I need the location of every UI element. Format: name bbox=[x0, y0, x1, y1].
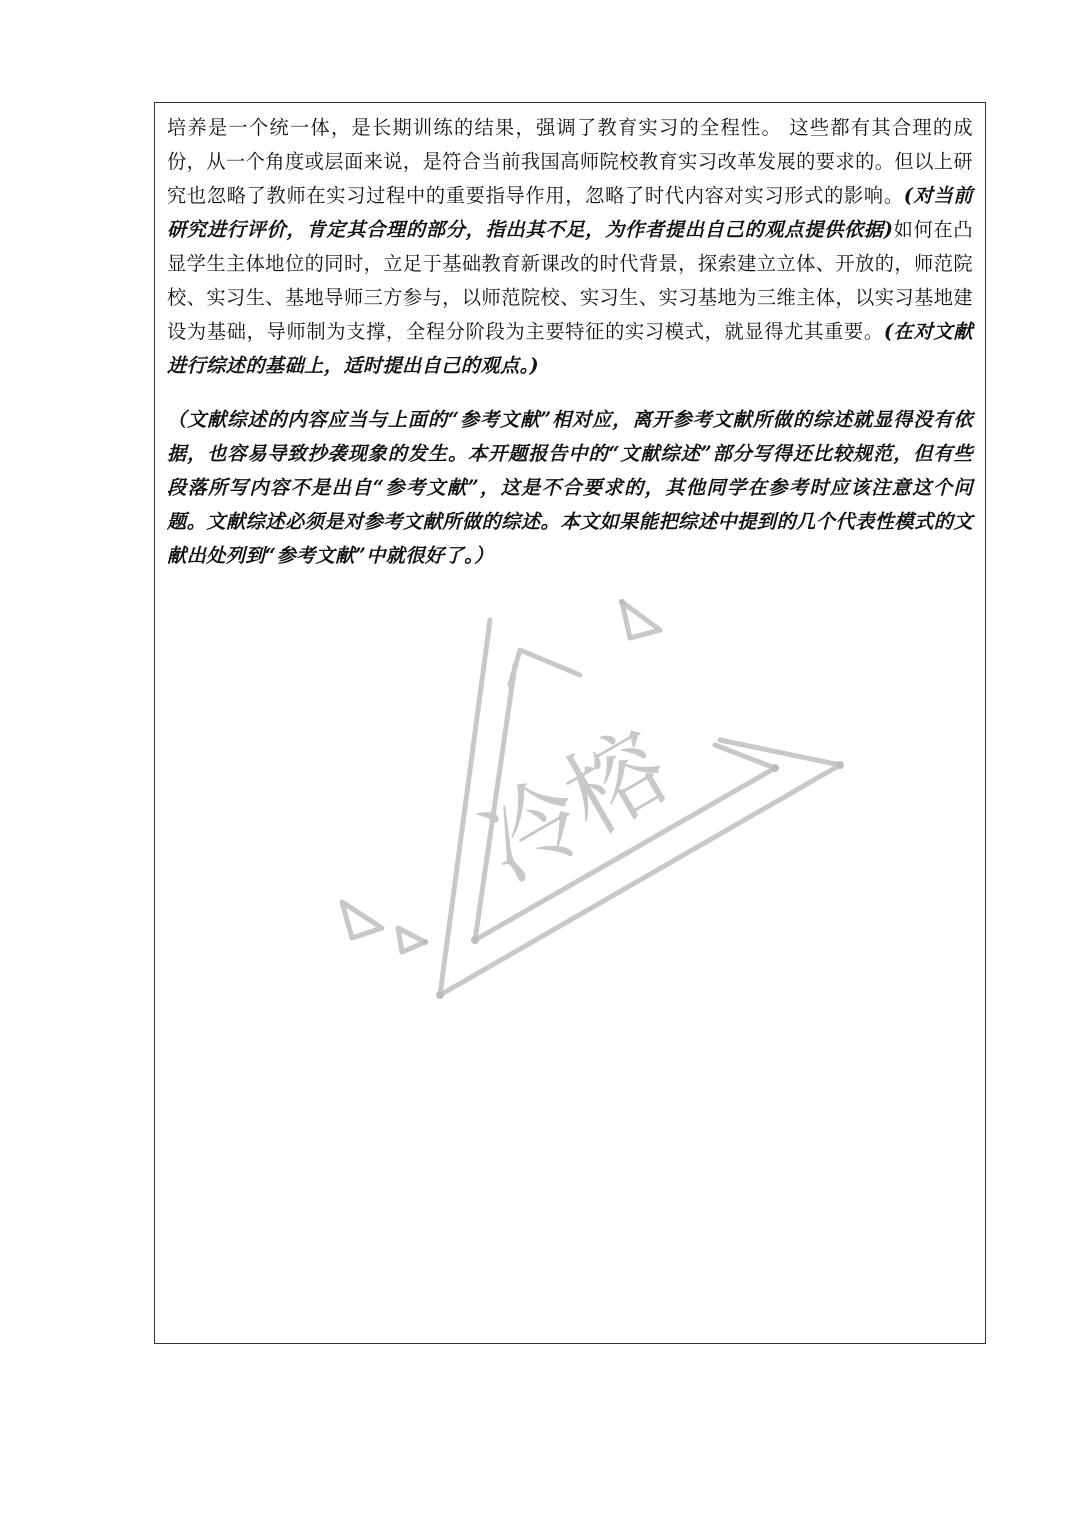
watermark-text: 冷榕 bbox=[463, 710, 687, 904]
body-text-b: 如何在凸显学生主体地位的同时，立足于基础教育新课改的时代背景，探索建立立体、开放的，师范院校、实习生、基地导师三方参与，以师范院校、实习生、实习基地为三维主体，以实习基地建设为基础，导师制为支撑，全程分阶段为主要特征的实习模式，就显得尤其重要。 bbox=[167, 218, 973, 343]
annotation-comment-a: (对当前研究进行评价，肯定其合理的部分，指出其不足，为作者提出自己的观点提供依据) bbox=[167, 184, 973, 241]
paragraph-2-annotation: （文献综述的内容应当与上面的“参考文献”相对应，离开参考文献所做的综述就显得没有依据，也容易导致抄袭现象的发生。本开题报告中的“文献综述”部分写得还比较规范，但有些段落所写内容不是出自“参考文献”，这是不合要求的，其他同学在参考时应该注意这个问题。文献综述必须是对参考文献所做的综述。本文如果能把综述中提到的几个代表性模式的文献出处列到“参考文献”中就很好了。） bbox=[167, 408, 973, 567]
document-body bbox=[167, 111, 973, 573]
annotation-comment-b: (在对文献进行综述的基础上，适时提出自己的观点。) bbox=[167, 320, 973, 377]
body-text-a: 培养是一个统一体，是长期训练的结果，强调了教育实习的全程性。 这些都有其合理的成份，从一个角度或层面来说，是符合当前我国高师院校教育实习改革发展的要求的。但以上研究也忽略了教师在实习过程中的重要指导作用，忽略了时代内容对实习形式的影响。 bbox=[167, 116, 973, 207]
document-frame bbox=[154, 102, 986, 1344]
paragraph-1 bbox=[167, 111, 973, 383]
